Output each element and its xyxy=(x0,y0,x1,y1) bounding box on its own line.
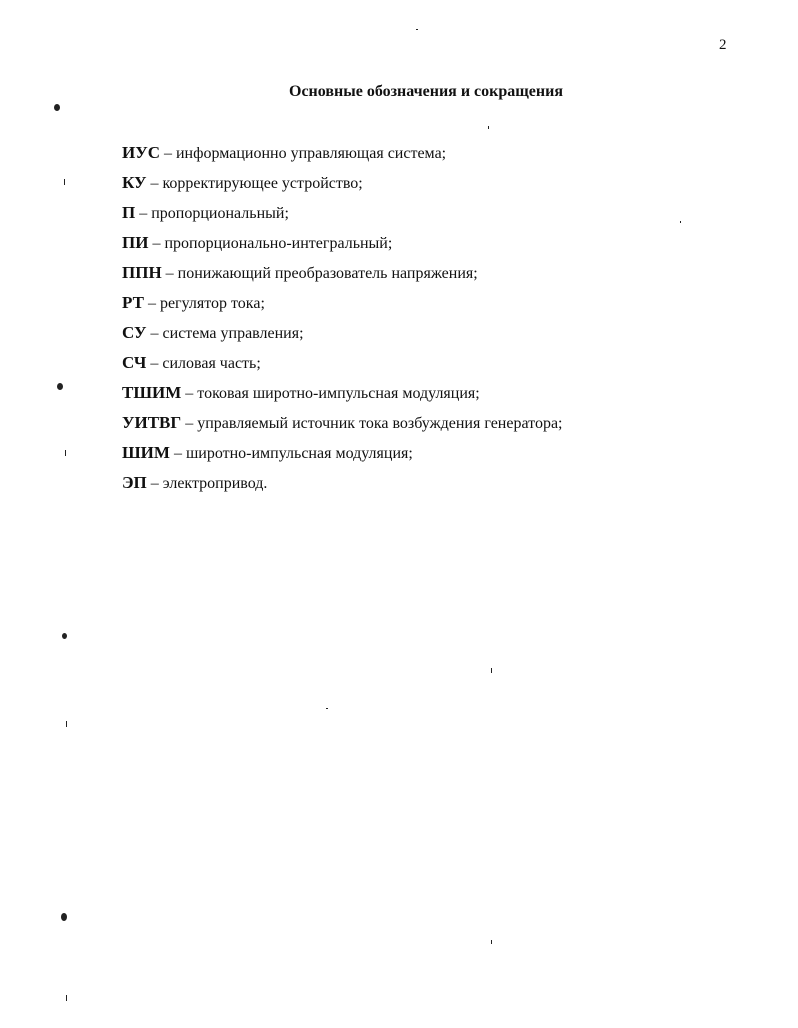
scan-speck xyxy=(326,708,328,709)
list-item xyxy=(122,172,562,202)
abbreviation-separator: – xyxy=(146,355,163,372)
abbreviation-definition: система управления; xyxy=(162,325,304,342)
scan-speck xyxy=(491,940,492,944)
abbreviation-definition: пропорциональный; xyxy=(151,205,289,222)
list-item xyxy=(122,202,562,232)
abbreviation-term: ЭП xyxy=(122,473,147,492)
list-item xyxy=(122,322,562,352)
list-item xyxy=(122,262,562,292)
abbreviation-separator: – xyxy=(161,265,178,282)
abbreviation-term: СЧ xyxy=(122,353,147,372)
abbreviation-term: СУ xyxy=(122,323,147,342)
scan-speck xyxy=(62,633,67,639)
abbreviation-term: ППН xyxy=(122,263,162,282)
scan-speck xyxy=(66,995,67,1001)
scan-speck xyxy=(61,913,67,921)
list-item xyxy=(122,472,562,502)
abbreviation-separator: – xyxy=(146,325,163,342)
list-item xyxy=(122,412,562,442)
abbreviation-term: ШИМ xyxy=(122,443,170,462)
abbreviation-separator: – xyxy=(181,415,198,432)
scan-speck xyxy=(57,383,63,390)
abbreviation-definition: регулятор тока; xyxy=(159,295,265,312)
abbreviation-definition: электропривод. xyxy=(162,475,268,492)
abbreviation-definition: понижающий преобразователь напряжения; xyxy=(177,265,478,282)
abbreviation-term: П xyxy=(122,203,136,222)
abbreviation-separator: – xyxy=(159,145,176,162)
list-item xyxy=(122,292,562,322)
page-number: 2 xyxy=(719,37,727,53)
scan-speck xyxy=(64,179,65,185)
abbreviation-separator: – xyxy=(146,175,163,192)
abbreviation-separator: – xyxy=(169,445,186,462)
abbreviation-separator: – xyxy=(135,205,152,222)
scan-speck xyxy=(416,29,418,30)
list-item xyxy=(122,142,562,172)
scan-speck xyxy=(54,104,60,111)
abbreviation-term: УИТВГ xyxy=(122,413,182,432)
page-title: Основные обозначения и сокращения xyxy=(289,83,563,100)
list-item xyxy=(122,382,562,412)
list-item xyxy=(122,442,562,472)
abbreviation-separator: – xyxy=(146,475,163,492)
abbreviation-term: РТ xyxy=(122,293,144,312)
abbreviation-definition: информационно управляющая система; xyxy=(175,145,447,162)
abbreviation-term: ПИ xyxy=(122,233,149,252)
scan-speck xyxy=(680,221,681,223)
abbreviation-definition: управляемый источник тока возбуждения генератора; xyxy=(197,415,563,432)
abbreviation-list xyxy=(122,142,562,502)
abbreviation-term: ТШИМ xyxy=(122,383,182,402)
abbreviation-definition: пропорционально-интегральный; xyxy=(164,235,393,252)
abbreviation-definition: токовая широтно-импульсная модуляция; xyxy=(197,385,480,402)
abbreviation-separator: – xyxy=(143,295,160,312)
abbreviation-term: ИУС xyxy=(122,143,160,162)
list-item xyxy=(122,352,562,382)
abbreviation-definition: корректирующее устройство; xyxy=(162,175,363,192)
scan-speck xyxy=(66,721,67,727)
abbreviation-separator: – xyxy=(181,385,198,402)
scan-speck xyxy=(488,126,489,129)
list-item xyxy=(122,232,562,262)
scan-speck xyxy=(491,668,492,673)
abbreviation-term: КУ xyxy=(122,173,147,192)
abbreviation-separator: – xyxy=(148,235,165,252)
scan-speck xyxy=(65,450,66,456)
abbreviation-definition: широтно-импульсная модуляция; xyxy=(185,445,413,462)
abbreviation-definition: силовая часть; xyxy=(162,355,261,372)
